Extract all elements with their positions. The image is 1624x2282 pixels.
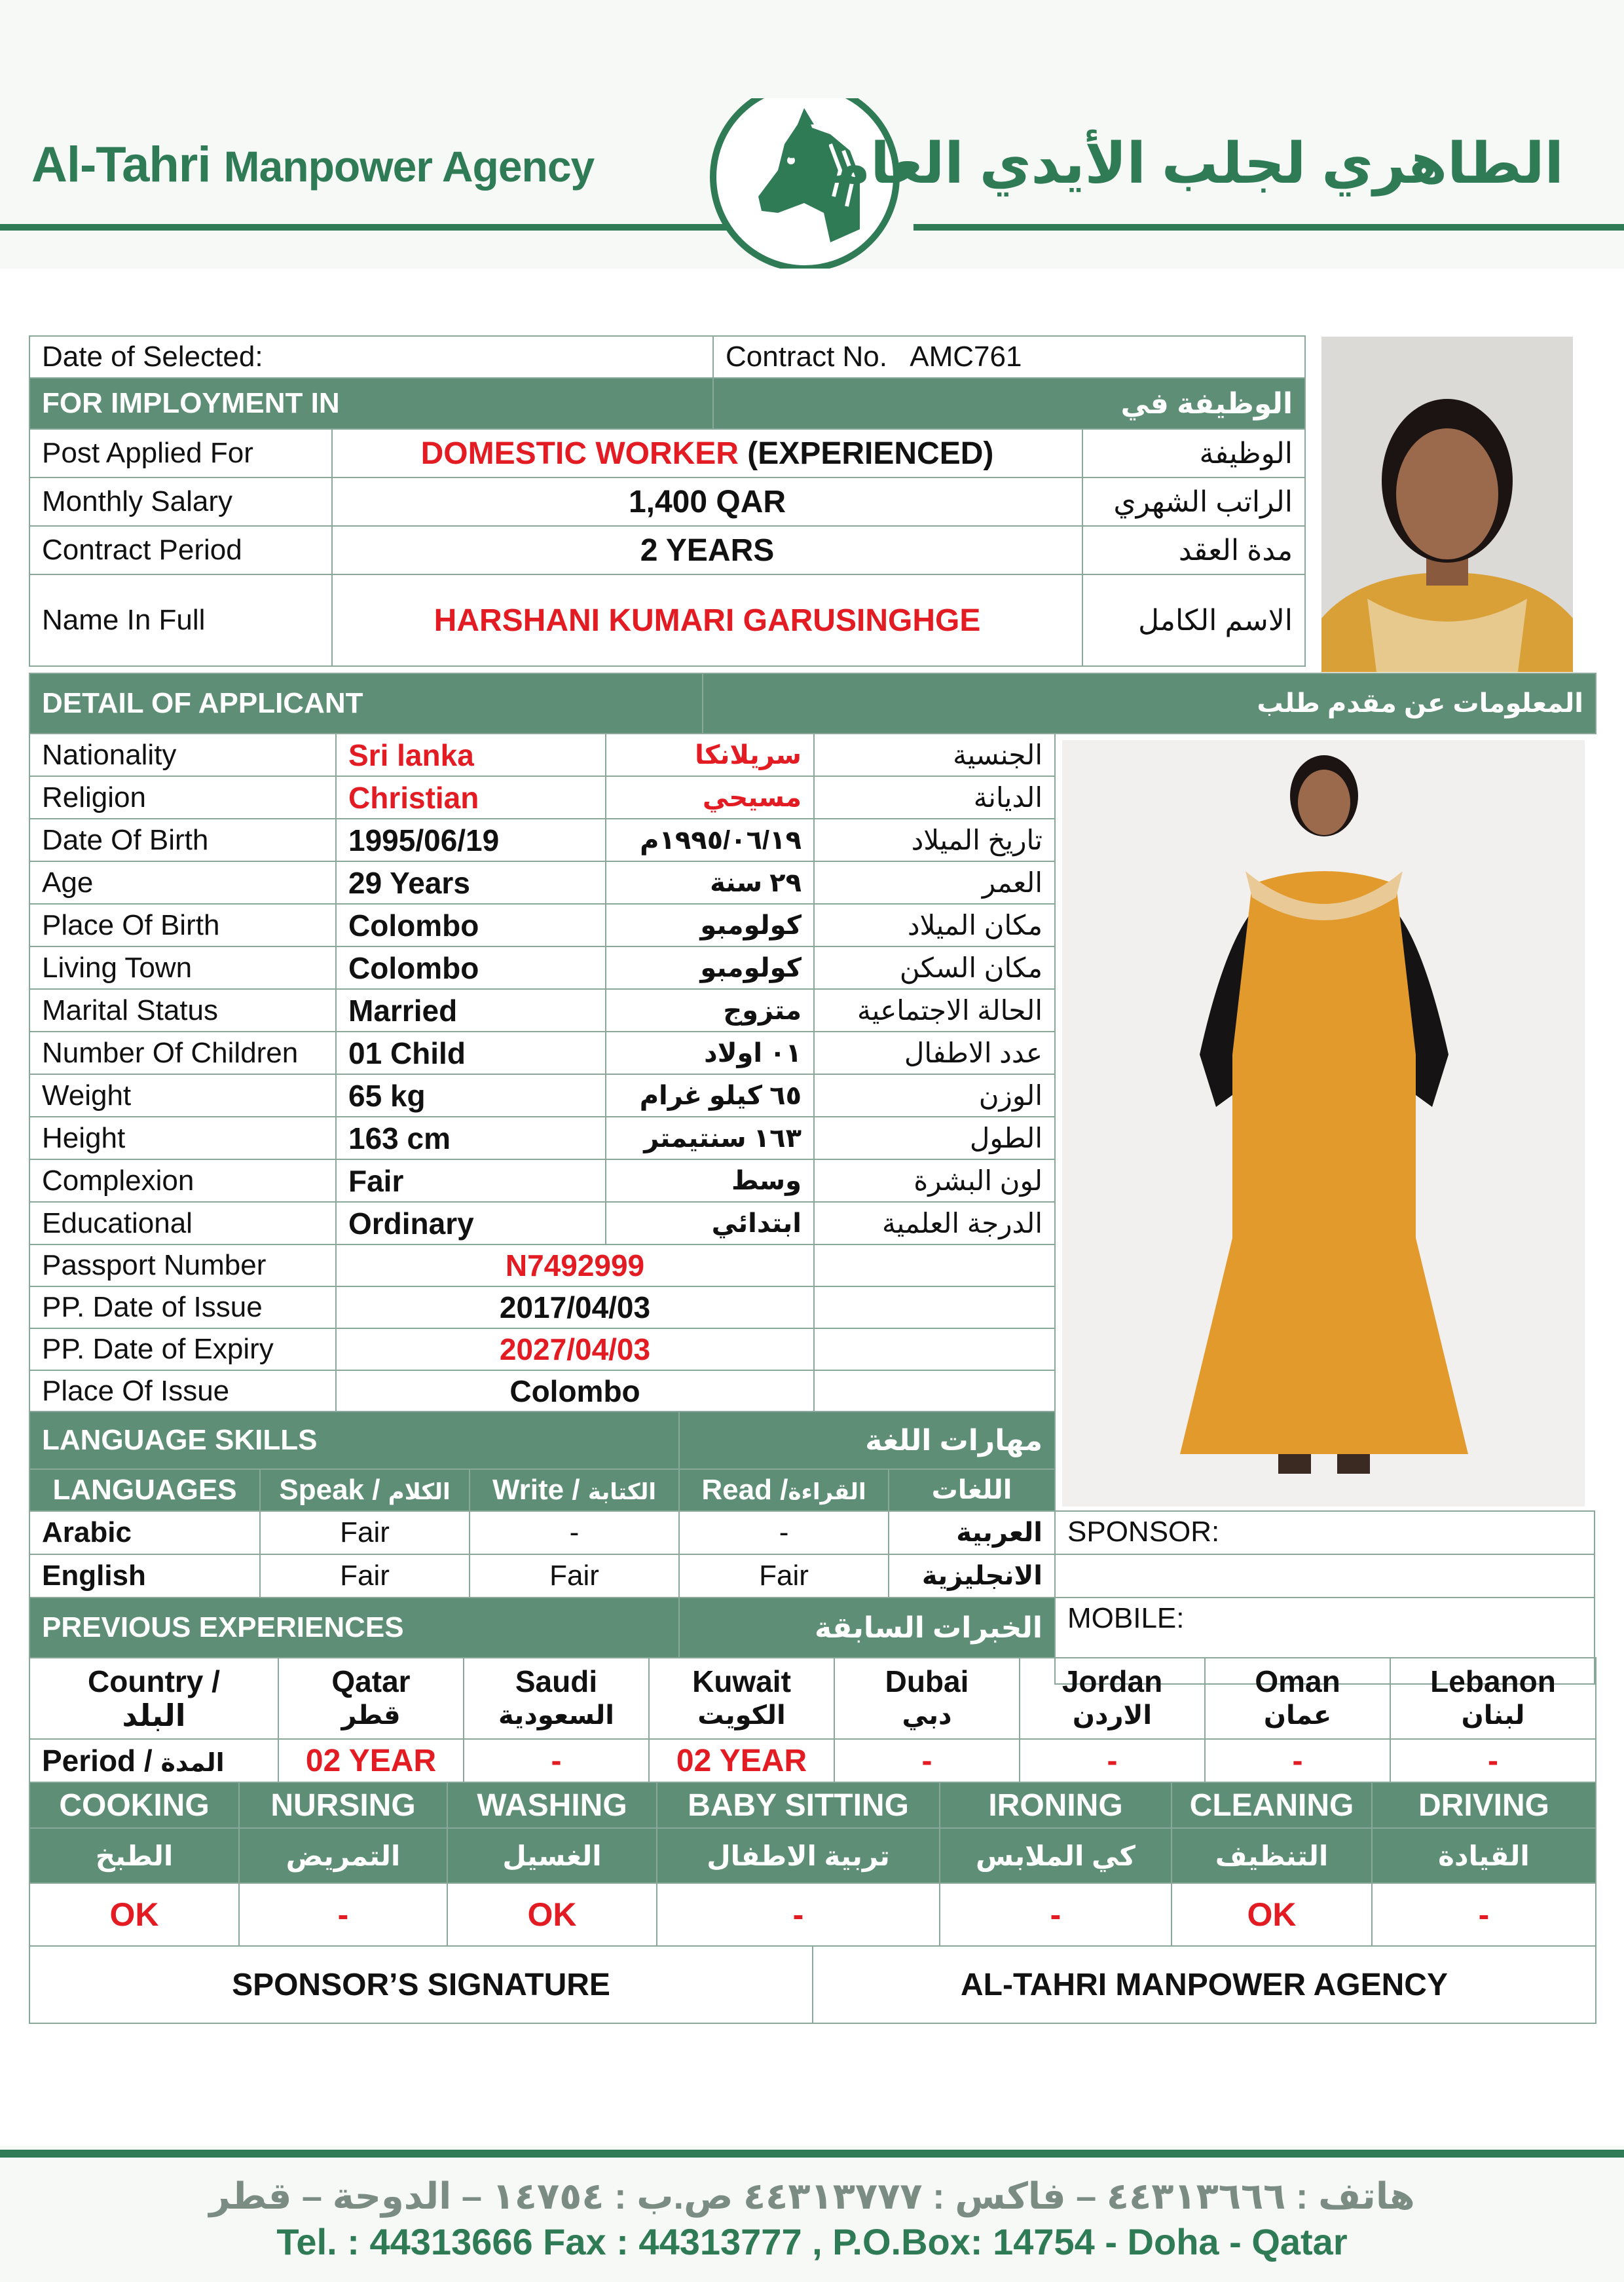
skill-name-ar: الطبخ bbox=[29, 1828, 239, 1883]
country-name-ar: قطر bbox=[341, 1701, 401, 1730]
country-name-ar: الكويت bbox=[697, 1701, 786, 1730]
applicant-field-label: Complexion bbox=[29, 1159, 336, 1202]
applicant-field-label-ar: عدد الاطفال bbox=[814, 1032, 1055, 1074]
applicant-field-value-ar: ابتدائي bbox=[606, 1202, 814, 1244]
skill-value: - bbox=[1372, 1883, 1596, 1946]
passport-field-label: PP. Date of Issue bbox=[29, 1286, 336, 1328]
monthly-salary-label-ar: الراتب الشهري bbox=[1082, 477, 1305, 526]
language-speak: Fair bbox=[260, 1511, 470, 1554]
experience-country bbox=[1205, 1658, 1390, 1739]
passport-field-value: 2017/04/03 bbox=[336, 1286, 814, 1328]
applicant-portrait-photo bbox=[1321, 337, 1573, 672]
contract-period-label: Contract Period bbox=[29, 526, 332, 574]
contract-number-field: Contract No. AMC761 bbox=[713, 336, 1305, 378]
applicant-row bbox=[29, 989, 1055, 1032]
applicant-field-label-ar: لون البشرة bbox=[814, 1159, 1055, 1202]
brand-name-ar: الطاهري لجلب الأيدي العاملة bbox=[778, 132, 1564, 195]
post-applied-label: Post Applied For bbox=[29, 429, 332, 477]
applicant-field-label-ar: الحالة الاجتماعية bbox=[814, 989, 1055, 1032]
languages-header: LANGUAGES bbox=[29, 1469, 260, 1511]
skill-name: CLEANING bbox=[1172, 1782, 1372, 1828]
language-read: - bbox=[679, 1511, 889, 1554]
applicant-field-label: Educational bbox=[29, 1202, 336, 1244]
applicant-field-label-ar: تاريخ الميلاد bbox=[814, 819, 1055, 861]
applicant-section-header bbox=[29, 673, 1596, 734]
country-name: Qatar bbox=[331, 1664, 411, 1698]
skill-name: WASHING bbox=[447, 1782, 657, 1828]
applicant-field-label: Age bbox=[29, 861, 336, 904]
applicant-field-label: Living Town bbox=[29, 946, 336, 989]
applicant-row bbox=[29, 1159, 1055, 1202]
contract-period-value: 2 YEARS bbox=[332, 526, 1082, 574]
applicant-field-label-ar: مكان الميلاد bbox=[814, 904, 1055, 946]
skill-name-ar: الغسيل bbox=[447, 1828, 657, 1883]
applicant-field-label-ar: الدرجة العلمية bbox=[814, 1202, 1055, 1244]
skill-value: - bbox=[657, 1883, 940, 1946]
footer-divider bbox=[0, 2150, 1624, 2158]
country-name: Kuwait bbox=[692, 1664, 791, 1698]
applicant-row bbox=[29, 1117, 1055, 1159]
skill-value: - bbox=[239, 1883, 447, 1946]
passport-row bbox=[29, 1244, 1055, 1286]
applicant-field-value: Christian bbox=[336, 776, 606, 819]
applicant-row bbox=[29, 946, 1055, 989]
applicant-field-value: Fair bbox=[336, 1159, 606, 1202]
applicant-field-label-ar: العمر bbox=[814, 861, 1055, 904]
language-name-ar: العربية bbox=[889, 1511, 1055, 1554]
applicant-field-label: Marital Status bbox=[29, 989, 336, 1032]
experience-title-table bbox=[29, 1597, 1056, 1658]
experience-country bbox=[1390, 1658, 1596, 1739]
applicant-field-label: Place Of Birth bbox=[29, 904, 336, 946]
country-name: Lebanon bbox=[1430, 1664, 1556, 1698]
applicant-field-value: 163 cm bbox=[336, 1117, 606, 1159]
language-name: English bbox=[29, 1554, 260, 1598]
country-name-ar: الاردن bbox=[1072, 1701, 1153, 1730]
applicant-field-value-ar: وسط bbox=[606, 1159, 814, 1202]
applicant-field-value-ar: ٠١ اولاد bbox=[606, 1032, 814, 1074]
country-name-ar: لبنان bbox=[1461, 1701, 1525, 1730]
applicant-row bbox=[29, 904, 1055, 946]
date-selected-field: Date of Selected: bbox=[29, 336, 713, 378]
full-name-value: HARSHANI KUMARI GARUSINGHGE bbox=[332, 574, 1082, 666]
passport-field-value: Colombo bbox=[336, 1370, 814, 1412]
applicant-field-label: Nationality bbox=[29, 734, 336, 776]
brand-name-en bbox=[31, 136, 594, 193]
sponsor-signature-field: SPONSOR’S SIGNATURE bbox=[29, 1946, 813, 2023]
applicant-field-value: 65 kg bbox=[336, 1074, 606, 1117]
applicant-field-label: Weight bbox=[29, 1074, 336, 1117]
skill-name: BABY SITTING bbox=[657, 1782, 940, 1828]
full-name-label-ar: الاسم الكامل bbox=[1082, 574, 1305, 666]
experience-period: - bbox=[464, 1739, 649, 1782]
applicant-field-label-ar: الوزن bbox=[814, 1074, 1055, 1117]
applicant-field-label-ar: الجنسية bbox=[814, 734, 1055, 776]
monthly-salary-label: Monthly Salary bbox=[29, 477, 332, 526]
language-skills-table bbox=[29, 1411, 1056, 1598]
applicant-field-value-ar: كولومبو bbox=[606, 904, 814, 946]
passport-field-label: Place Of Issue bbox=[29, 1370, 336, 1412]
skill-value: OK bbox=[29, 1883, 239, 1946]
read-header: Read /القراءة bbox=[679, 1469, 889, 1511]
footer-contact-en: Tel. : 44313666 Fax : 44313777 , P.O.Box: 14754 - Doha - Qatar bbox=[276, 2221, 1348, 2262]
experience-country bbox=[834, 1658, 1020, 1739]
applicant-details-table bbox=[29, 733, 1056, 1413]
language-name-ar: الانجليزية bbox=[889, 1554, 1055, 1598]
applicant-field-label-ar: مكان السكن bbox=[814, 946, 1055, 989]
skill-name: IRONING bbox=[940, 1782, 1172, 1828]
mobile-label: MOBILE: bbox=[1055, 1598, 1595, 1684]
applicant-field-value: Sri lanka bbox=[336, 734, 606, 776]
applicant-section-title: DETAIL OF APPLICANT bbox=[29, 673, 703, 734]
header-divider bbox=[0, 224, 727, 231]
passport-row bbox=[29, 1286, 1055, 1328]
skills-table bbox=[29, 1782, 1596, 1947]
language-write: Fair bbox=[470, 1554, 679, 1598]
applicant-field-value: Married bbox=[336, 989, 606, 1032]
passport-blank-cell bbox=[814, 1328, 1055, 1370]
passport-field-label: PP. Date of Expiry bbox=[29, 1328, 336, 1370]
brand-subtitle: Manpower Agency bbox=[223, 142, 595, 191]
passport-blank-cell bbox=[814, 1286, 1055, 1328]
applicant-row bbox=[29, 734, 1055, 776]
country-name-ar: السعودية bbox=[498, 1701, 614, 1730]
experience-table bbox=[29, 1657, 1596, 1783]
country-name: Oman bbox=[1255, 1664, 1340, 1698]
skill-name: DRIVING bbox=[1372, 1782, 1596, 1828]
experience-period: - bbox=[1205, 1739, 1390, 1782]
applicant-field-value: Ordinary bbox=[336, 1202, 606, 1244]
passport-row bbox=[29, 1328, 1055, 1370]
country-name-ar: عمان bbox=[1263, 1701, 1332, 1730]
applicant-field-value: 1995/06/19 bbox=[336, 819, 606, 861]
skill-name-ar: كي الملابس bbox=[940, 1828, 1172, 1883]
experience-period: 02 YEAR bbox=[278, 1739, 464, 1782]
contract-period-label-ar: مدة العقد bbox=[1082, 526, 1305, 574]
experience-country bbox=[1020, 1658, 1205, 1739]
languages-header-ar: اللغات bbox=[889, 1469, 1055, 1511]
language-section-title: LANGUAGE SKILLS bbox=[29, 1412, 679, 1469]
signature-table bbox=[29, 1945, 1596, 2024]
language-section-title-ar: مهارات اللغة bbox=[679, 1412, 1055, 1469]
applicant-field-label-ar: الديانة bbox=[814, 776, 1055, 819]
applicant-field-value-ar: متزوج bbox=[606, 989, 814, 1032]
applicant-full-length-photo bbox=[1062, 740, 1585, 1506]
passport-field-label: Passport Number bbox=[29, 1244, 336, 1286]
applicant-field-value-ar: مسيحي bbox=[606, 776, 814, 819]
language-name: Arabic bbox=[29, 1511, 260, 1554]
applicant-row bbox=[29, 776, 1055, 819]
letterhead bbox=[0, 0, 1624, 269]
applicant-field-value-ar: ١٦٣ سنتيمتر bbox=[606, 1117, 814, 1159]
applicant-field-value: Colombo bbox=[336, 904, 606, 946]
applicant-field-value: Colombo bbox=[336, 946, 606, 989]
experience-country bbox=[464, 1658, 649, 1739]
applicant-field-value-ar: سريلانكا bbox=[606, 734, 814, 776]
passport-row bbox=[29, 1370, 1055, 1412]
applicant-row bbox=[29, 819, 1055, 861]
write-header: Write / الكتابة bbox=[470, 1469, 679, 1511]
applicant-field-label: Number Of Children bbox=[29, 1032, 336, 1074]
brand-name: Al-Tahri bbox=[31, 137, 211, 193]
experience-section-title: PREVIOUS EXPERIENCES bbox=[29, 1598, 679, 1658]
country-name: Dubai bbox=[885, 1664, 969, 1698]
applicant-field-value: 29 Years bbox=[336, 861, 606, 904]
experience-period: - bbox=[1020, 1739, 1205, 1782]
country-name: Jordan bbox=[1061, 1664, 1163, 1698]
language-write: - bbox=[470, 1511, 679, 1554]
applicant-field-value-ar: ٦٥ كيلو غرام bbox=[606, 1074, 814, 1117]
skill-name-ar: التمريض bbox=[239, 1828, 447, 1883]
country-label: Country / البلد bbox=[29, 1658, 278, 1739]
post-applied-label-ar: الوظيفة bbox=[1082, 429, 1305, 477]
full-name-label: Name In Full bbox=[29, 574, 332, 666]
applicant-field-label: Date Of Birth bbox=[29, 819, 336, 861]
applicant-field-value: 01 Child bbox=[336, 1032, 606, 1074]
applicant-field-value-ar: كولومبو bbox=[606, 946, 814, 989]
applicant-section-title-ar: المعلومات عن مقدم طلب bbox=[703, 673, 1596, 734]
language-read: Fair bbox=[679, 1554, 889, 1598]
skill-name-ar: تربية الاطفال bbox=[657, 1828, 940, 1883]
country-name: Saudi bbox=[515, 1664, 598, 1698]
speak-header: Speak / الكلام bbox=[260, 1469, 470, 1511]
experience-period: 02 YEAR bbox=[649, 1739, 834, 1782]
agency-signature-field: AL-TAHRI MANPOWER AGENCY bbox=[813, 1946, 1596, 2023]
experience-section-title-ar: الخبرات السابقة bbox=[679, 1598, 1055, 1658]
applicant-row bbox=[29, 1074, 1055, 1117]
skill-value: OK bbox=[447, 1883, 657, 1946]
skill-value: OK bbox=[1172, 1883, 1372, 1946]
post-applied-value: DOMESTIC WORKER (EXPERIENCED) bbox=[332, 429, 1082, 477]
language-speak: Fair bbox=[260, 1554, 470, 1598]
footer-contact-ar: هاتف : ٤٤٣١٣٦٦٦ – فاكس : ٤٤٣١٣٧٧٧ ص.ب : ١٤٧٥٤ – الدوحة – قطر bbox=[209, 2175, 1415, 2217]
experience-period: - bbox=[834, 1739, 1020, 1782]
applicant-field-value-ar: ١٩٩٥/٠٦/١٩م bbox=[606, 819, 814, 861]
skill-name: COOKING bbox=[29, 1782, 239, 1828]
experience-period: - bbox=[1390, 1739, 1596, 1782]
header-divider bbox=[913, 224, 1624, 231]
employment-section-title-ar: الوظيفة في bbox=[713, 378, 1305, 429]
period-label: Period / المدة bbox=[29, 1739, 278, 1782]
skill-value: - bbox=[940, 1883, 1172, 1946]
applicant-row bbox=[29, 861, 1055, 904]
applicant-field-value-ar: ٢٩ سنة bbox=[606, 861, 814, 904]
applicant-field-label: Religion bbox=[29, 776, 336, 819]
applicant-field-label: Height bbox=[29, 1117, 336, 1159]
passport-field-value: N7492999 bbox=[336, 1244, 814, 1286]
sponsor-label: SPONSOR: bbox=[1055, 1511, 1595, 1554]
skill-name-ar: التنظيف bbox=[1172, 1828, 1372, 1883]
experience-country bbox=[649, 1658, 834, 1739]
applicant-field-label-ar: الطول bbox=[814, 1117, 1055, 1159]
passport-blank-cell bbox=[814, 1370, 1055, 1412]
experience-country bbox=[278, 1658, 464, 1739]
applicant-row bbox=[29, 1202, 1055, 1244]
employment-section-title: FOR IMPLOYMENT IN bbox=[29, 378, 713, 429]
skill-name-ar: القيادة bbox=[1372, 1828, 1596, 1883]
passport-field-value: 2027/04/03 bbox=[336, 1328, 814, 1370]
monthly-salary-value: 1,400 QAR bbox=[332, 477, 1082, 526]
passport-blank-cell bbox=[814, 1244, 1055, 1286]
skill-name: NURSING bbox=[239, 1782, 447, 1828]
employment-table bbox=[29, 335, 1306, 667]
applicant-row bbox=[29, 1032, 1055, 1074]
country-name-ar: دبي bbox=[902, 1701, 952, 1730]
sponsor-field bbox=[1055, 1554, 1595, 1598]
